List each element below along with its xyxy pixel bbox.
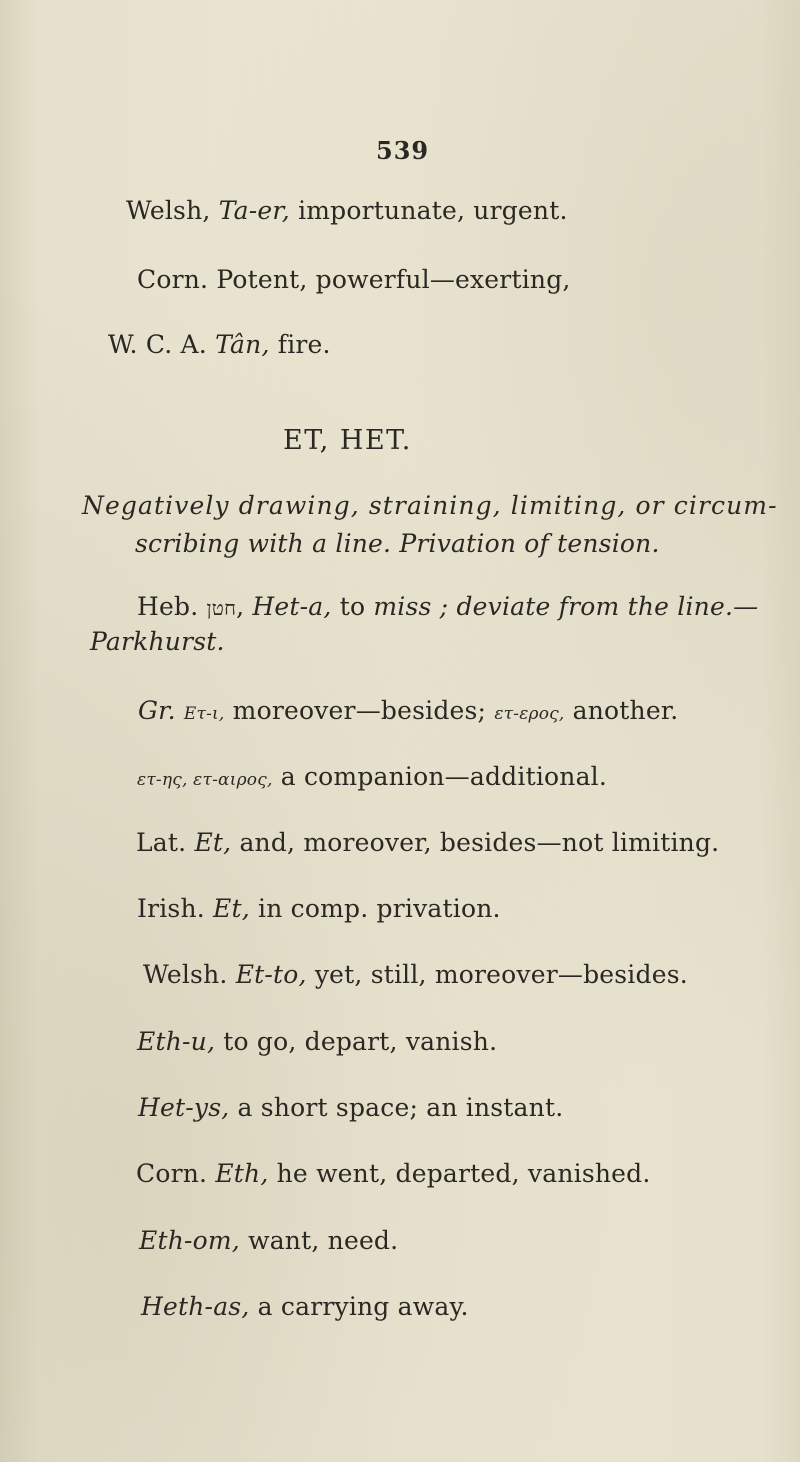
text-line: Welsh, Ta-er, importunate, urgent. — [126, 196, 568, 225]
text-line: Irish. Et, in comp. privation. — [137, 894, 501, 923]
text-line: Negatively drawing, straining, limiting, or circum- — [82, 491, 778, 520]
text-line: Heb. חטן, Het-a, to miss ; deviate from the line.— — [137, 592, 759, 621]
text-line: Het-ys, a short space; an instant. — [138, 1093, 564, 1122]
text-line: ετ-ης, ετ-αιρος, a companion—additional. — [137, 762, 608, 791]
text-line: Corn. Eth, he went, departed, vanished. — [136, 1159, 651, 1188]
text-line: W. C. A. Tân, fire. — [108, 330, 331, 359]
text-line: Eth-u, to go, depart, vanish. — [137, 1027, 498, 1056]
page-number: 539 — [376, 136, 430, 165]
text-line: Parkhurst. — [90, 627, 225, 656]
section-heading: ET, HET. — [283, 425, 412, 456]
text-line: Eth-om, want, need. — [139, 1226, 399, 1255]
text-line: Welsh. Et-to, yet, still, moreover—besides. — [143, 960, 688, 989]
text-line: Gr. Ετ-ι, moreover—besides; ετ-ερος, another. — [138, 696, 679, 725]
text-line: scribing with a line. Privation of tension. — [135, 529, 660, 558]
text-line: Heth-as, a carrying away. — [141, 1292, 469, 1321]
text-line: Corn. Potent, powerful—exerting, — [137, 265, 571, 294]
text-line: Lat. Et, and, moreover, besides—not limiting. — [136, 828, 720, 857]
